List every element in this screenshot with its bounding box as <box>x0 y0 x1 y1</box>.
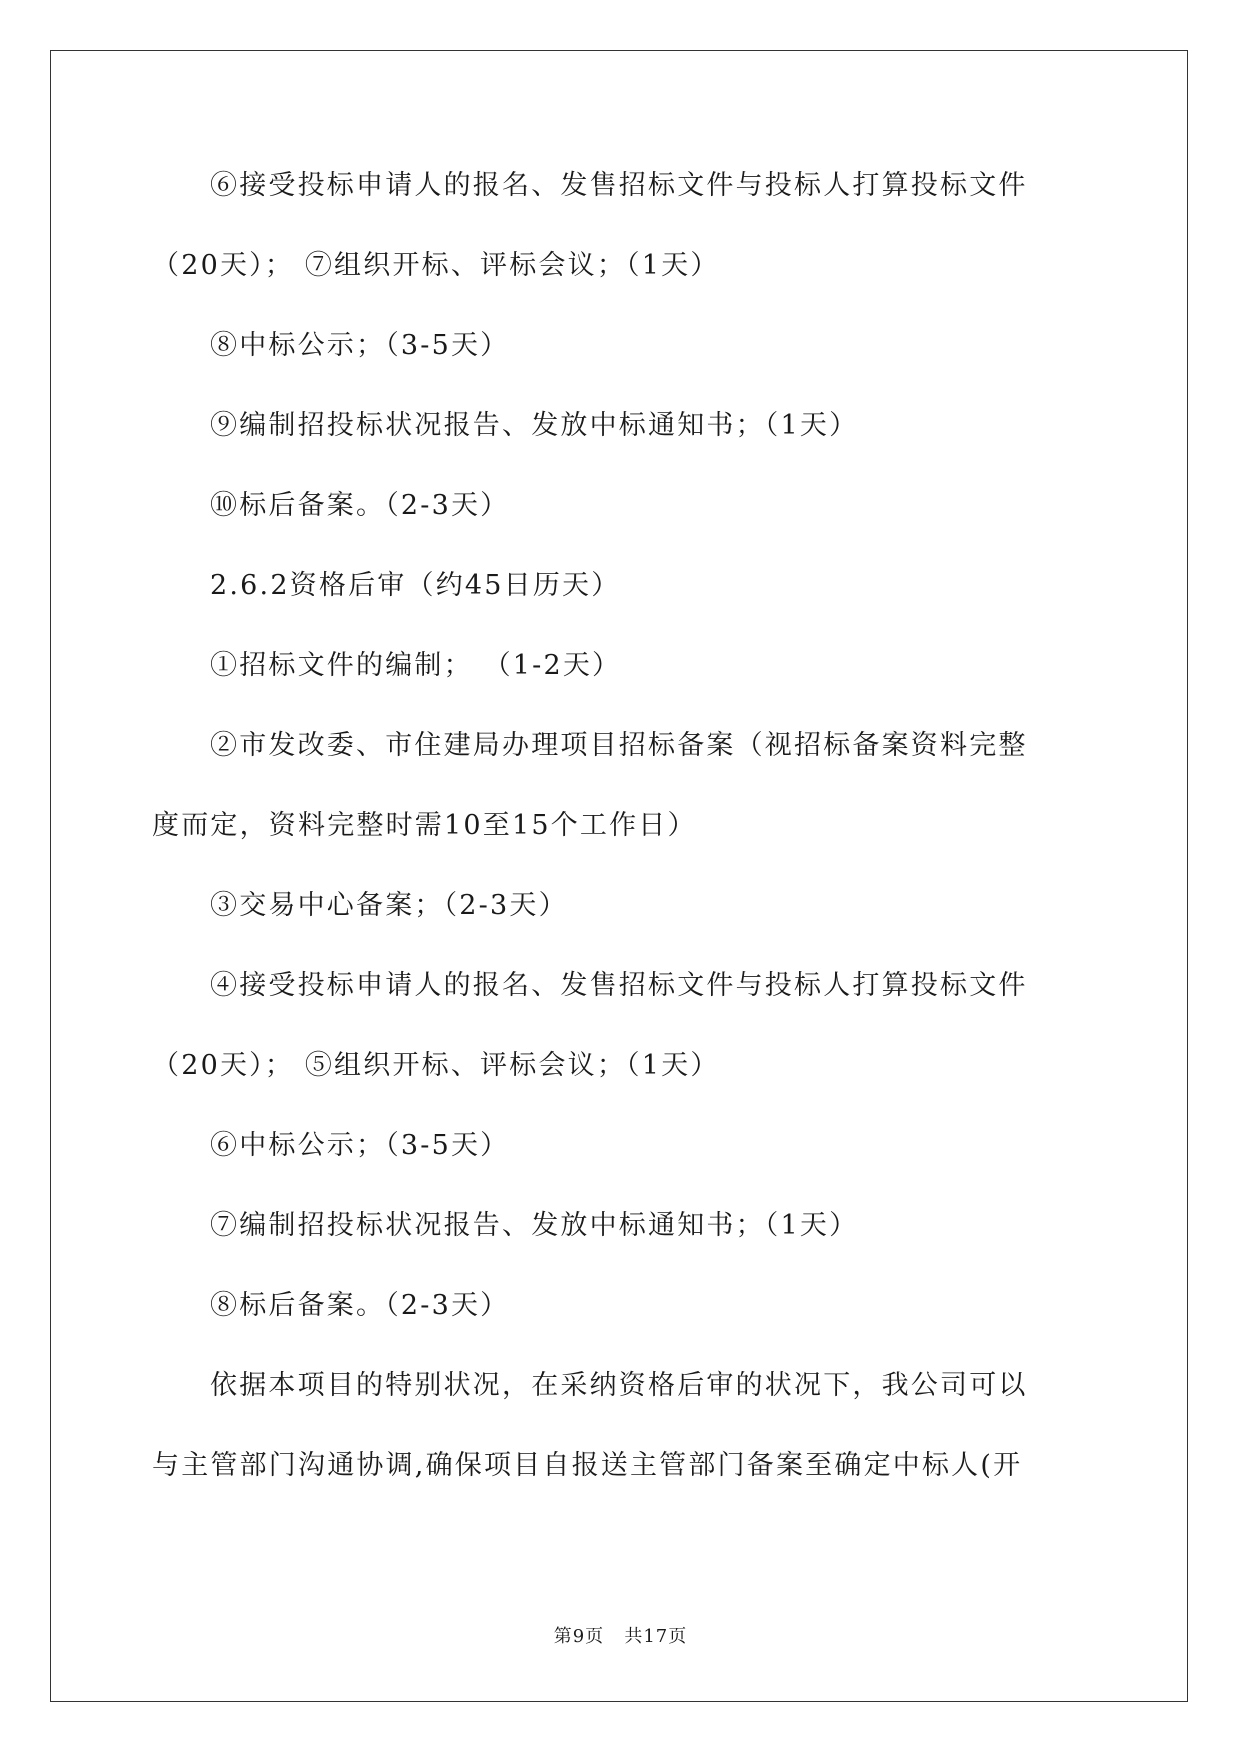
text-line: ⑧中标公示；（3-5天） <box>210 330 510 361</box>
text-line: ③交易中心备案；（2-3天） <box>210 890 568 921</box>
text-line: ①招标文件的编制； （1-2天） <box>210 650 622 681</box>
text-line: ②市发改委、市住建局办理项目招标备案（视招标备案资料完整 <box>210 730 1028 761</box>
section-heading: 2.6.2资格后审（约45日历天） <box>210 570 621 601</box>
text-line: ⑩标后备案。（2-3天） <box>210 490 510 521</box>
text-line: ⑥中标公示；（3-5天） <box>210 1130 510 1161</box>
text-line: ⑨编制招投标状况报告、发放中标通知书；（1天） <box>210 410 859 441</box>
text-line: ④接受投标申请人的报名、发售招标文件与投标人打算投标文件 <box>210 970 1028 1001</box>
text-line: ⑧标后备案。（2-3天） <box>210 1290 510 1321</box>
text-line: （20天）； ⑦组织开标、评标会议；（1天） <box>152 250 720 281</box>
text-line: ⑦编制招投标状况报告、发放中标通知书；（1天） <box>210 1210 859 1241</box>
text-line: 度而定，资料完整时需10至15个工作日） <box>152 810 697 841</box>
text-line: 与主管部门沟通协调,确保项目自报送主管部门备案至确定中标人(开 <box>152 1450 1023 1481</box>
text-line: 依据本项目的特别状况，在采纳资格后审的状况下，我公司可以 <box>210 1370 1028 1401</box>
page-number-footer: 第9页 共17页 <box>553 1626 688 1647</box>
text-line: ⑥接受投标申请人的报名、发售招标文件与投标人打算投标文件 <box>210 170 1028 201</box>
text-line: （20天）； ⑤组织开标、评标会议；（1天） <box>152 1050 720 1081</box>
